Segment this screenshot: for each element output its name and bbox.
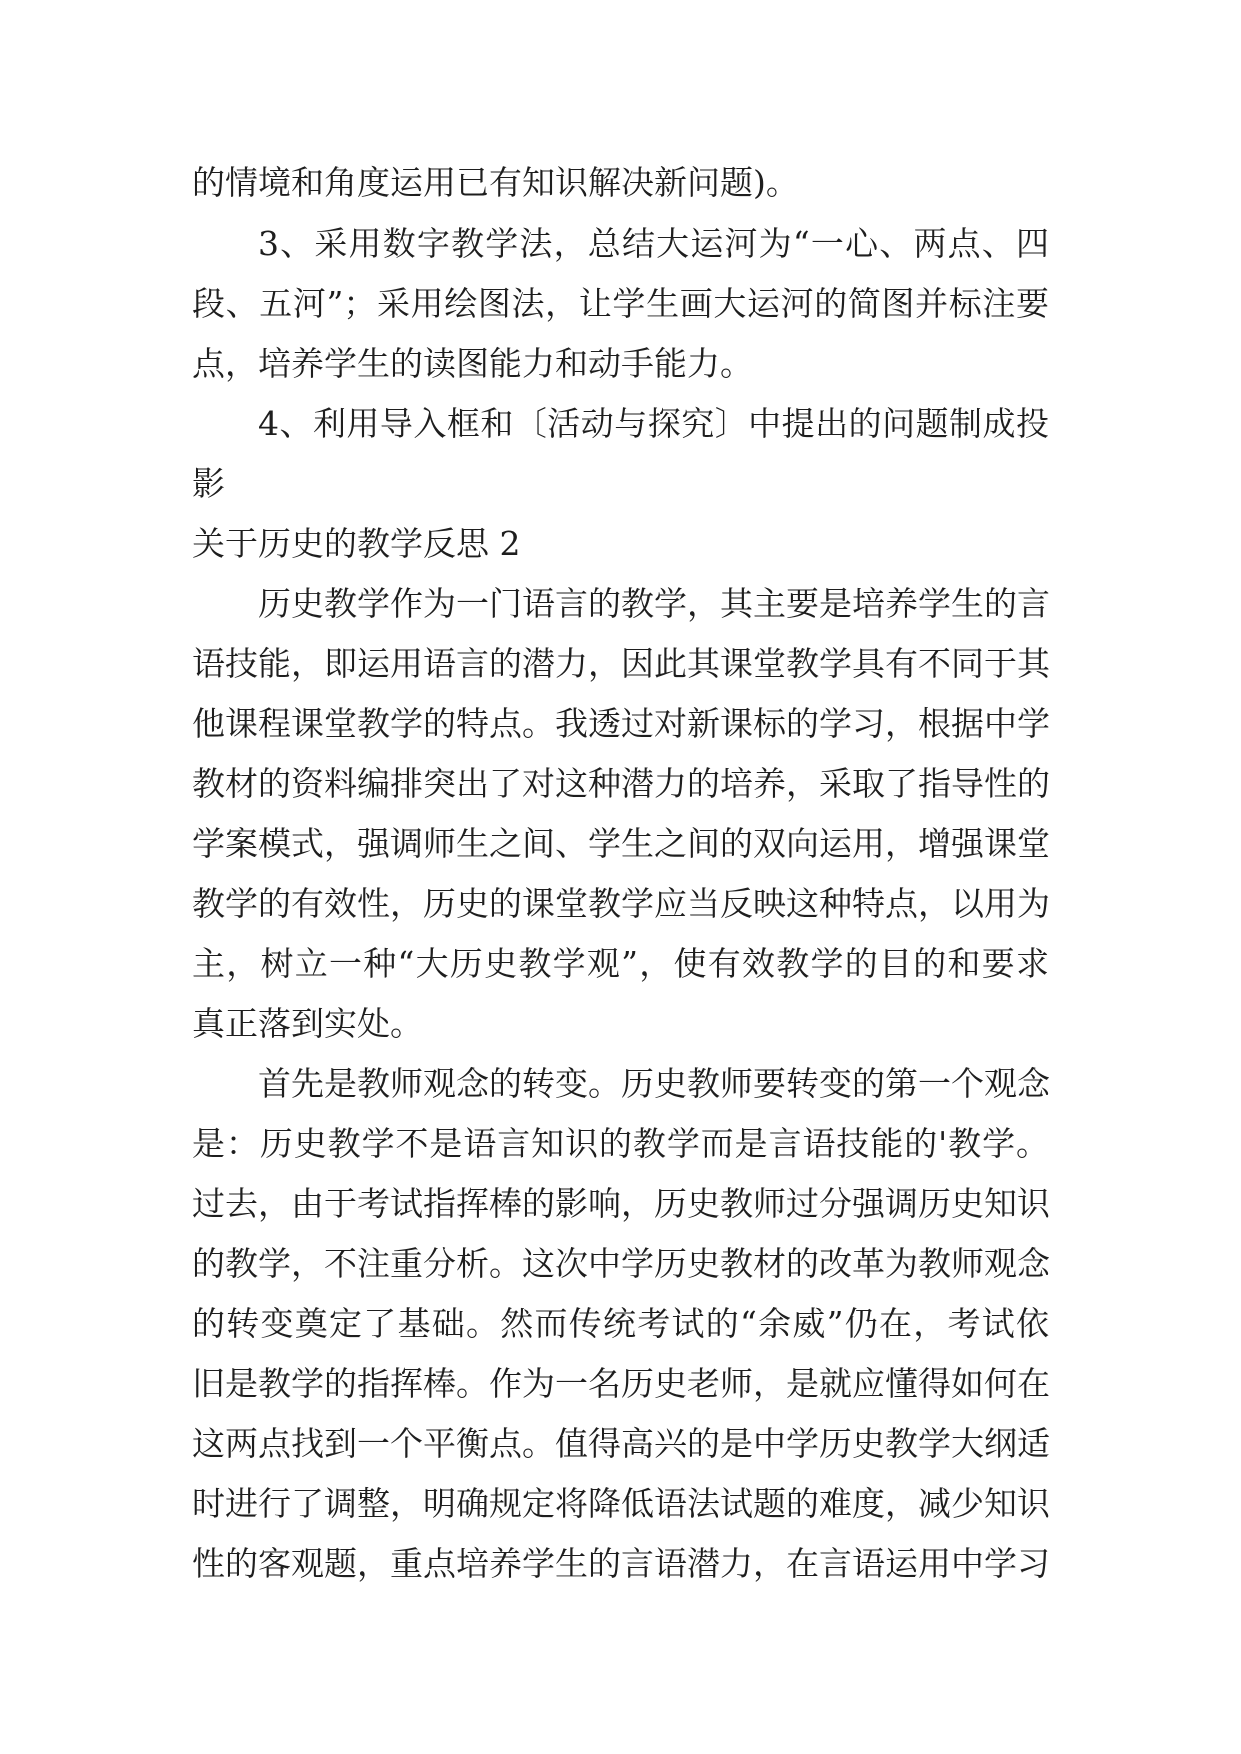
text-line: 教学的有效性，历史的课堂教学应当反映这种特点，以用为 — [192, 884, 1050, 923]
text-line: 过去，由于考试指挥棒的影响，历史教师过分强调历史知识 — [192, 1184, 1050, 1223]
text-line: 的情境和角度运用已有知识解决新问题)。 — [192, 163, 799, 202]
text-line: 影 — [192, 464, 225, 503]
text-line: 的教学，不注重分析。这次中学历史教材的改革为教师观念 — [192, 1244, 1050, 1283]
text-line: 的转变奠定了基础。然而传统考试的“余威”仍在，考试依 — [192, 1304, 1049, 1343]
text-line: 段、五河”；采用绘图法，让学生画大运河的简图并标注要 — [192, 284, 1049, 323]
text-line: 旧是教学的指挥棒。作为一名历史老师，是就应懂得如何在 — [192, 1364, 1050, 1403]
text-line: 他课程课堂教学的特点。我透过对新课标的学习，根据中学 — [192, 704, 1050, 743]
text-line: 时进行了调整，明确规定将降低语法试题的难度，减少知识 — [192, 1484, 1050, 1523]
text-line: 这两点找到一个平衡点。值得高兴的是中学历史教学大纲适 — [192, 1424, 1050, 1463]
text-line: 学案模式，强调师生之间、学生之间的双向运用，增强课堂 — [192, 824, 1050, 863]
text-line: 教材的资料编排突出了对这种潜力的培养，采取了指导性的 — [192, 764, 1050, 803]
text-line: 语技能，即运用语言的潜力，因此其课堂教学具有不同于其 — [192, 644, 1050, 683]
text-line: 3、采用数字教学法，总结大运河为“一心、两点、四 — [258, 224, 1049, 263]
text-line: 性的客观题，重点培养学生的言语潜力，在言语运用中学习 — [192, 1544, 1050, 1583]
text-line: 4、利用导入框和〔活动与探究〕中提出的问题制成投 — [258, 404, 1049, 443]
text-line: 主，树立一种“大历史教学观”，使有效教学的目的和要求 — [192, 944, 1049, 983]
section-heading: 关于历史的教学反思 2 — [192, 524, 521, 563]
text-line: 点，培养学生的读图能力和动手能力。 — [192, 344, 753, 383]
text-line: 是：历史教学不是语言知识的教学而是言语技能的'教学。 — [192, 1124, 1049, 1163]
text-line: 真正落到实处。 — [192, 1004, 423, 1043]
text-line: 历史教学作为一门语言的教学，其主要是培养学生的言 — [258, 584, 1050, 623]
text-line: 首先是教师观念的转变。历史教师要转变的第一个观念 — [258, 1064, 1050, 1103]
